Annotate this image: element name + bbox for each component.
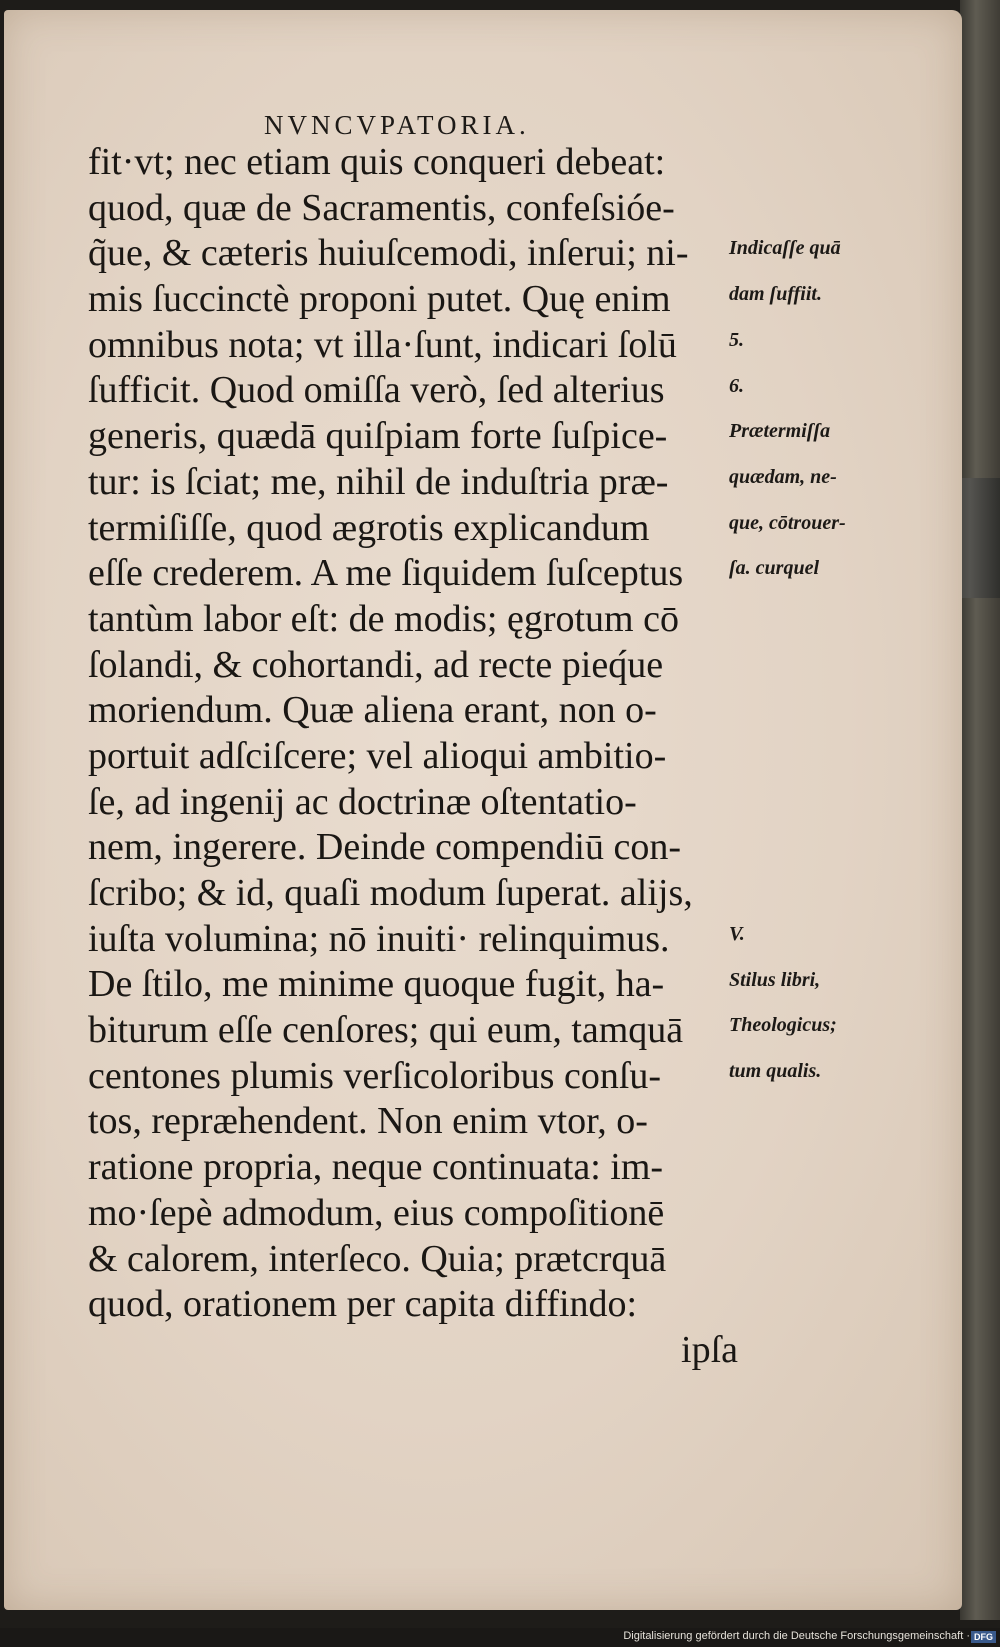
margin-note: 5. [729,328,744,351]
text-line: tos, repræhendent. Non enim vtor, o- [88,1100,648,1143]
text-line: nem, ingerere. Deinde compendiū con- [88,826,681,869]
margin-note: Stilus libri, [729,968,821,991]
margin-note: tum qualis. [729,1060,822,1082]
running-head: NVNCVPATORIA. [264,110,530,140]
book-edge [960,0,1000,1620]
text-line: moriendum. Quæ aliena erant, non o- [88,689,657,732]
text-line: omnibus nota; vt illa·ſunt, indicari ſolū [88,323,677,366]
footer-credit: Digitalisierung gefördert durch die Deutsche Forschungsgemeinschaft · [623,1630,970,1642]
margin-note: 6. [729,374,744,397]
text-line: biturum eſſe cenſores; qui eum, tamquā [88,1009,684,1052]
text-line: iuſta volumina; nō inuiti· relinquimus. [88,917,670,960]
dfg-logo: DFG [971,1631,996,1643]
text-line: mo·ſepè admodum, eius compoſitionē [88,1191,665,1234]
margin-note: Prætermiſſa [729,420,831,443]
text-line: ratione propria, neque continuata: im- [88,1146,664,1189]
margin-note: ſa. curquel [729,557,819,580]
text-line: centones plumis verſicoloribus conſu- [88,1054,662,1097]
text-line: portuit adſciſcere; vel alioqui ambitio- [88,734,667,777]
text-line: ſcribo; & id, quaſi modum ſuperat. alijs, [88,872,693,914]
text-line: tur: is ſciat; me, nihil de induſtria præ- [88,460,669,503]
text-line: termiſiſſe, quod ægrotis explicandum [88,506,650,549]
text-line: quod, orationem per capita diffindo: [88,1283,638,1326]
body-text [88,140,738,1374]
text-line: mis ſuccinctè proponi putet. Quę enim [88,278,671,321]
text-line: De ſtilo, me minime quoque fugit, ha- [88,963,665,1006]
margin-note: V. [729,922,745,945]
text-line: fit·vt; nec etiam quis conqueri debeat: [88,141,666,183]
text-line: ſolandi, & cohortandi, ad recte pieq́ue [88,643,664,686]
text-line: q̃ue, & cæteris huiuſcemodi, inſerui; ni- [88,232,689,275]
text-line: tantùm labor eſt: de modis; ęgrotum cō [88,597,679,640]
text-line: generis, quædā quiſpiam forte ſuſpice- [88,415,668,458]
catchword: ipſa [681,1328,738,1371]
margin-note: que, cōtrouer- [729,511,846,534]
text-line: eſſe crederem. A me ſiquidem ſuſceptus [88,552,684,595]
margin-note: quædam, ne- [729,465,837,488]
text-line: ſufficit. Quod omiſſa verò, ſed alterius [88,369,665,412]
text-line: ſe, ad ingenij ac doctrinæ oſtentatio- [88,780,637,823]
text-line: quod, quæ de Sacramentis, confeſsióe- [88,186,675,229]
book-page [4,10,962,1610]
text-line: & calorem, interſeco. Quia; prætcrquā [88,1237,667,1280]
margin-note: Theologicus; [729,1014,837,1037]
margin-note: dam ſuffiit. [729,283,822,306]
margin-note: Indicaſſe quā [729,237,841,260]
